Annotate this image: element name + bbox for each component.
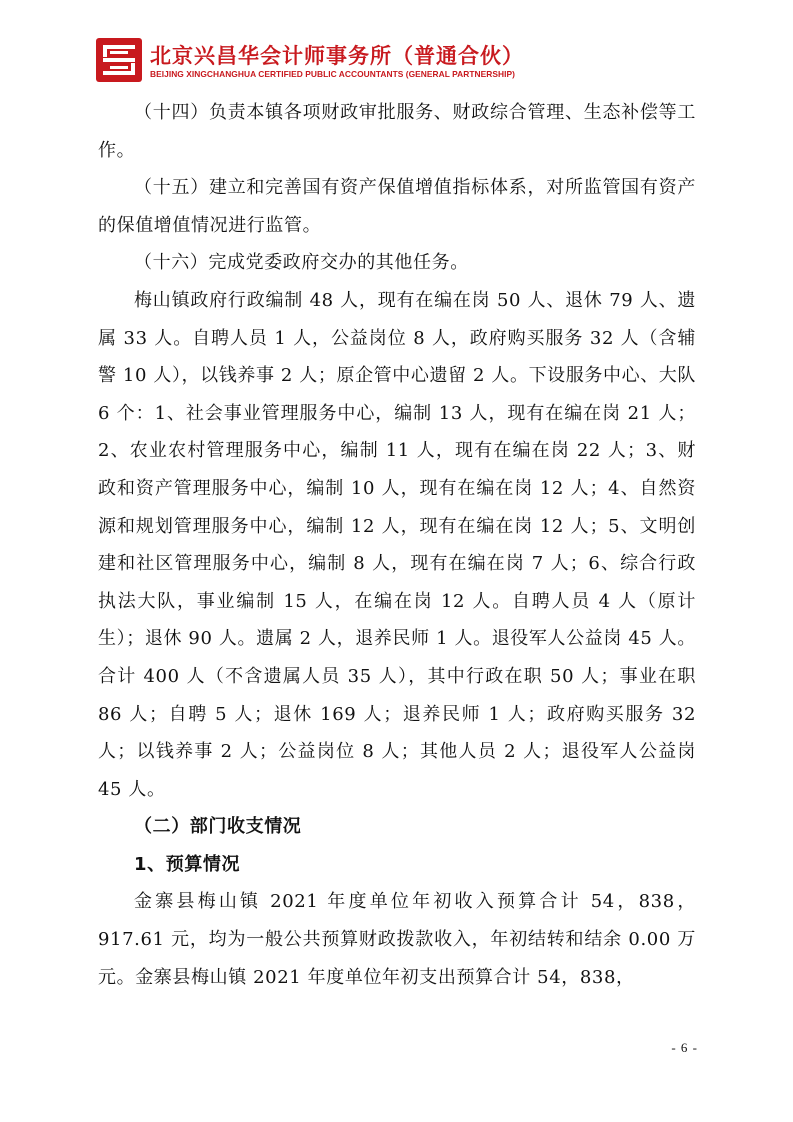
paragraph-item-16: （十六）完成党委政府交办的其他任务。 (134, 252, 469, 274)
letterhead (96, 38, 716, 90)
firm-logo-icon (96, 38, 142, 82)
firm-name-chinese: 北京兴昌华会计师事务所（普通合伙） (150, 44, 524, 68)
page-number: - 6 - (671, 1040, 698, 1055)
document-body (98, 94, 696, 996)
paragraph-item-15: （十五）建立和完善国有资产保值增值指标体系，对所监管国有资产的保值增值情况进行监管。 (98, 177, 696, 236)
paragraph-item-14: （十四）负责本镇各项财政审批服务、财政综合管理、生态补偿等工作。 (98, 102, 696, 161)
paragraph-staffing: 梅山镇政府行政编制 48 人，现有在编在岗 50 人、退休 79 人、遗属 33 人。自聘人员 1 人，公益岗位 8 人，政府购买服务 32 人（含辅警 10 人），以钱养事 2 人；原企管中心遗留 2 人。下设服务中心、大队 6 个：1、社会事业管理服务中心，编制 13 人，现有在编在岗 21 人；2、农业农村管理服务中心，编制 11 人，现有在编在岗 22 人；3、财政和资产管理服务中心，编制 10 人，现有在编在岗 12 人；4、自然资源和规划管理服务中心，编制 12 人，现有在编在岗 12 人；5、文明创建和社区管理服务中心，编制 8 人，现有在编在岗 7 人；6、综合行政执法大队，事业编制 15 人，在编在岗 12 人。自聘人员 4 人（原计生）；退休 90 人。遗属 2 人，退养民师 1 人。退役军人公益岗 45 人。合计 400 人（不含遗属人员 35 人），其中行政在职 50 人；事业在职 86 人；自聘 5 人；退休 169 人；退养民师 1 人；政府购买服务 32 人；以钱养事 2 人；公益岗位 8 人；其他人员 2 人；退役军人公益岗 45 人。 (98, 289, 696, 800)
paragraph-budget: 金寨县梅山镇 2021 年度单位年初收入预算合计 54，838，917.61 元，均为一般公共预算财政拨款收入，年初结转和结余 0.00 万元。金寨县梅山镇 2021 年度单位年初支出预算合计 54，838， (98, 891, 696, 988)
subsection-heading: 1、预算情况 (134, 853, 241, 875)
firm-name-english: BEIJING XINGCHANGHUA CERTIFIED PUBLIC ACCOUNTANTS (GENERAL PARTNERSHIP) (150, 69, 515, 79)
section-heading: （二）部门收支情况 (134, 816, 302, 838)
